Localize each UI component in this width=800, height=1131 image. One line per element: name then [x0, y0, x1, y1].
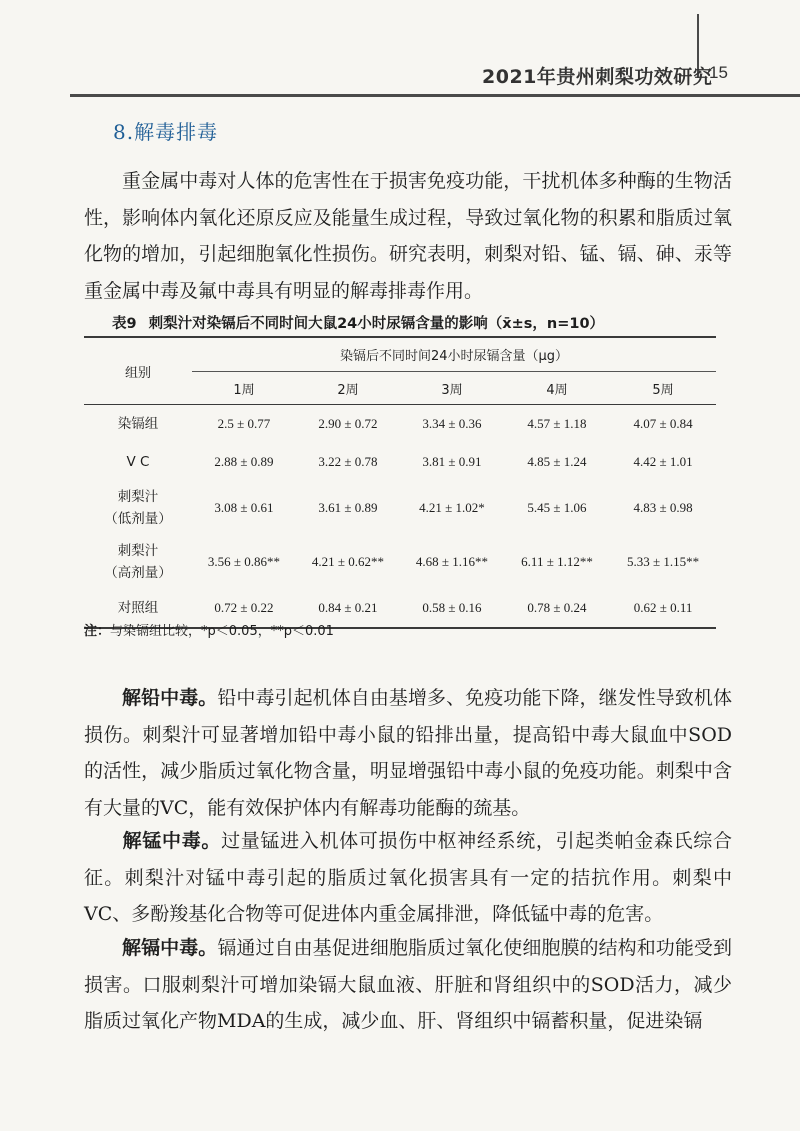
- intro-text: 重金属中毒对人体的危害性在于损害免疫功能，干扰机体多种酶的生物活性，影响体内氧化还原反应及能量生成过程，导致过氧化物的积累和脂质过氧化物的增加，引起细胞氧化性损伤。研究表明，刺梨对铅、锰、镉、砷、汞等重金属中毒及氟中毒具有明显的解毒排毒作用。: [84, 170, 732, 302]
- value-cell: 0.84 ± 0.21: [296, 589, 400, 628]
- table-row: [84, 443, 716, 481]
- table-row: [84, 405, 716, 444]
- value-cell: 6.11 ± 1.12**: [521, 554, 593, 569]
- lead-paragraph: [84, 823, 732, 933]
- value-cell: 4.42 ± 1.01: [633, 454, 693, 469]
- group-cell: [84, 405, 192, 444]
- column-header: 5周: [652, 382, 674, 398]
- table-caption: [112, 312, 604, 333]
- group-label: 刺梨汁: [117, 489, 159, 505]
- paragraph-text: 铅中毒引起机体自由基增多、免疫功能下降，继发性导致机体损伤。刺梨汁可显著增加铅中毒小鼠的铅排出量，提高铅中毒大鼠血中SOD的活性，减少脂质过氧化物含量，明显增强铅中毒小鼠的免疫功能。刺梨中含有大量的VC，能有效保护体内有解毒功能酶的巯基。: [84, 687, 732, 819]
- column-header: 1周: [233, 382, 255, 398]
- paragraph-text: 镉通过自由基促进细胞脂质过氧化使细胞膜的结构和功能受到损害。口服刺梨汁可增加染镉大鼠血液、肝脏和肾组织中的SOD活力，减少脂质过氧化产物MDA的生成，减少血、肝、肾组织中镉蓄积量，促进染镉: [84, 937, 732, 1032]
- table-note-text: 与染镉组比较，*p＜0.05，**p＜0.01: [110, 624, 334, 639]
- group-sublabel: （低剂量）: [104, 511, 172, 527]
- value-cell: 0.62 ± 0.11: [610, 589, 716, 628]
- section-title: 8.解毒排毒: [113, 120, 219, 144]
- table-note: [84, 620, 334, 639]
- value-cell: 0.78 ± 0.24: [504, 589, 610, 628]
- table-row: [84, 535, 716, 589]
- group-sublabel: （高剂量）: [104, 565, 172, 581]
- value-cell: 4.68 ± 1.16**: [415, 554, 489, 569]
- value-cell: 5.45 ± 1.06: [527, 500, 587, 515]
- table-number: 表9: [112, 316, 137, 332]
- paragraph-lead: 解锰中毒。: [122, 830, 222, 852]
- value-cell: 4.85 ± 1.24: [527, 454, 587, 469]
- running-title: 2021年贵州刺梨功效研究: [482, 66, 713, 88]
- page-number: 15: [709, 63, 728, 82]
- value-cell: 4.83 ± 0.98: [633, 500, 693, 515]
- value-cell: 4.57 ± 1.18: [527, 416, 587, 431]
- table-note-label: 注：: [84, 624, 111, 639]
- value-cell: 0.58 ± 0.16: [400, 589, 504, 628]
- group-label: 染镉组: [117, 416, 159, 432]
- lead-paragraph: [84, 930, 732, 1040]
- paragraph-lead: 解镉中毒。: [122, 937, 218, 959]
- header-horizontal-rule: [70, 94, 800, 97]
- intro-paragraph: [84, 163, 732, 309]
- data-table: [84, 336, 716, 629]
- value-cell: 3.22 ± 0.78: [318, 454, 378, 469]
- value-cell: 3.34 ± 0.36: [422, 416, 482, 431]
- group-cell: [84, 535, 192, 589]
- value-cell: 5.33 ± 1.15**: [626, 554, 700, 569]
- value-cell: 0.72 ± 0.22: [192, 589, 296, 628]
- group-cell: [84, 481, 192, 535]
- value-cell: 4.21 ± 0.62**: [311, 554, 385, 569]
- group-header: 组别: [124, 365, 151, 381]
- table-caption-text: 刺梨汁对染镉后不同时间大鼠24小时尿镉含量的影响（x̄±s，n=10）: [148, 316, 605, 332]
- table-row: [84, 481, 716, 535]
- paragraph-text: 过量锰进入机体可损伤中枢神经系统，引起类帕金森氏综合征。刺梨汁对锰中毒引起的脂质过氧化损害具有一定的拮抗作用。刺梨中VC、多酚羧基化合物等可促进体内重金属排泄，降低锰中毒的危害。: [84, 830, 732, 925]
- group-label: V C: [126, 454, 150, 470]
- value-cell: 2.90 ± 0.72: [318, 416, 378, 431]
- value-cell: 4.21 ± 1.02*: [419, 500, 485, 515]
- span-header: 染镉后不同时间24小时尿镉含量（μg）: [192, 337, 716, 372]
- value-cell: 3.61 ± 0.89: [318, 500, 378, 515]
- value-cell: 2.88 ± 0.89: [214, 454, 274, 469]
- column-header: 3周: [441, 382, 463, 398]
- group-label: 对照组: [117, 600, 159, 616]
- group-cell: [84, 443, 192, 481]
- lead-paragraph: [84, 680, 732, 826]
- value-cell: 3.56 ± 0.86**: [207, 554, 281, 569]
- column-header: 2周: [337, 382, 359, 398]
- paragraph-lead: 解铅中毒。: [122, 687, 218, 709]
- value-cell: 3.08 ± 0.61: [214, 500, 274, 515]
- value-cell: 3.81 ± 0.91: [422, 454, 482, 469]
- value-cell: 4.07 ± 0.84: [633, 416, 693, 431]
- column-header: 4周: [546, 382, 568, 398]
- group-label: 刺梨汁: [117, 543, 159, 559]
- value-cell: 2.5 ± 0.77: [217, 416, 271, 431]
